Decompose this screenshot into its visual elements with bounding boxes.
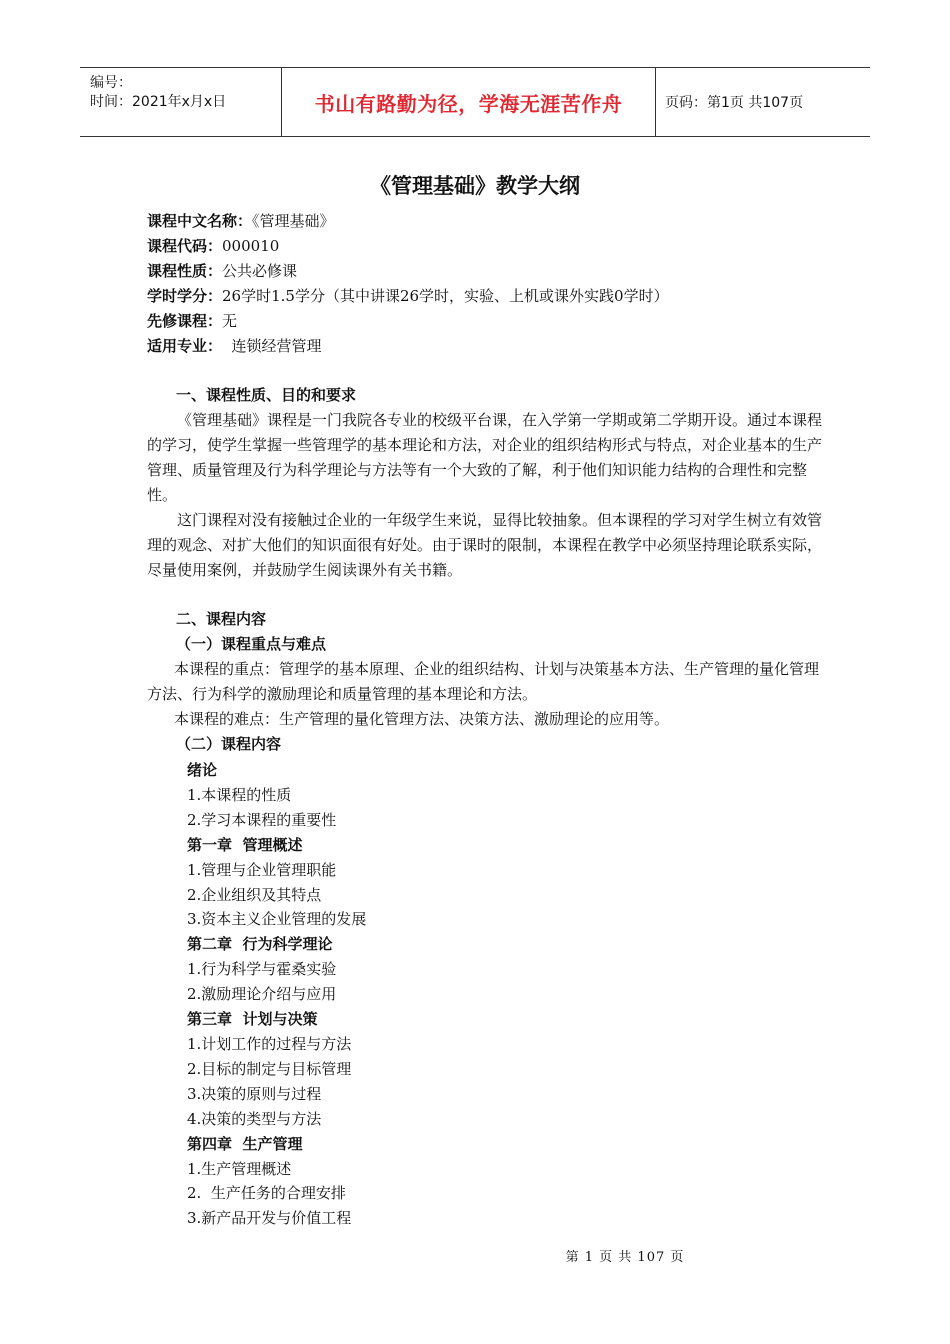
chapter-heading: 绪论 bbox=[187, 761, 218, 779]
meta-value: 26学时1.5学分（其中讲课26学时，实验、上机或课外实践0学时） bbox=[222, 287, 669, 305]
meta-value: 连锁经营管理 bbox=[222, 337, 322, 355]
meta-label: 课程代码： bbox=[147, 237, 223, 255]
course-outline bbox=[187, 758, 366, 1231]
subsection-heading: （二）课程内容 bbox=[176, 735, 282, 753]
meta-row bbox=[147, 334, 669, 359]
meta-label: 学时学分： bbox=[147, 287, 223, 305]
paragraph: 《管理基础》课程是一门我院各专业的校级平台课，在入学第一学期或第二学期开设。通过本课程的学习，使学生掌握一些管理学的基本理论和方法，对企业的组织结构形式与特点，对企业基本的生产管理、质量管理及行为科学理论与方法等有一个大致的了解，利于他们知识能力结构的合理性和完整性。 bbox=[147, 411, 823, 504]
meta-row bbox=[147, 209, 669, 234]
meta-row bbox=[147, 259, 669, 284]
page-header bbox=[80, 67, 870, 137]
header-motto-cell bbox=[281, 68, 656, 136]
meta-label: 适用专业： bbox=[147, 337, 223, 355]
meta-value: 000010 bbox=[222, 237, 280, 255]
section-heading: 二、课程内容 bbox=[176, 610, 267, 628]
page-info: 页码：第1页 共107页 bbox=[665, 95, 804, 111]
outline-item: 3.新产品开发与价值工程 bbox=[187, 1209, 352, 1228]
header-page-cell bbox=[665, 68, 870, 136]
outline-item: 3.资本主义企业管理的发展 bbox=[187, 910, 367, 929]
header-left-cell bbox=[80, 68, 280, 136]
section-heading: 一、课程性质、目的和要求 bbox=[176, 386, 357, 404]
meta-row bbox=[147, 284, 669, 309]
course-meta bbox=[147, 209, 669, 359]
section-purpose bbox=[147, 383, 827, 583]
meta-value: 公共必修课 bbox=[222, 262, 298, 280]
chapter-heading: 第二章 行为科学理论 bbox=[187, 935, 333, 954]
meta-label: 先修课程： bbox=[147, 312, 223, 330]
page-footer: 第 1 页 共 107 页 bbox=[565, 1250, 685, 1265]
outline-item: 1.计划工作的过程与方法 bbox=[187, 1034, 352, 1053]
subsection-heading: （一）课程重点与难点 bbox=[176, 635, 327, 653]
motto-text: 书山有路勤为径，学海无涯苦作舟 bbox=[314, 91, 623, 116]
outline-item: 1.本课程的性质 bbox=[187, 785, 292, 804]
chapter-heading: 第一章 管理概述 bbox=[187, 835, 303, 854]
date-label: 时间：2021年x月x日 bbox=[90, 94, 227, 110]
outline-item: 2.激励理论介绍与应用 bbox=[187, 985, 337, 1004]
document-title: 《管理基础》教学大纲 bbox=[370, 174, 580, 198]
meta-label: 课程中文名称： bbox=[147, 212, 253, 230]
outline-item: 1.生产管理概述 bbox=[187, 1159, 292, 1178]
meta-row bbox=[147, 309, 669, 334]
paragraph: 这门课程对没有接触过企业的一年级学生来说，显得比较抽象。但本课程的学习对学生树立有效管理的观念、对扩大他们的知识面很有好处。由于课时的限制，本课程在教学中必须坚持理论联系实际，尽量使用案例，并鼓励学生阅读课外有关书籍。 bbox=[147, 511, 823, 579]
section-content bbox=[147, 607, 827, 757]
outline-item: 2. 生产任务的合理安排 bbox=[187, 1184, 346, 1203]
outline-item: 4.决策的类型与方法 bbox=[187, 1109, 322, 1128]
outline-item: 1.行为科学与霍桑实验 bbox=[187, 960, 337, 979]
outline-item: 2.企业组织及其特点 bbox=[187, 885, 322, 904]
outline-item: 2.学习本课程的重要性 bbox=[187, 810, 337, 829]
chapter-heading: 第四章 生产管理 bbox=[187, 1134, 303, 1153]
paragraph: 本课程的难点：生产管理的量化管理方法、决策方法、激励理论的应用等。 bbox=[174, 710, 670, 728]
paragraph: 本课程的重点：管理学的基本原理、企业的组织结构、计划与决策基本方法、生产管理的量化管理方法、行为科学的激励理论和质量管理的基本理论和方法。 bbox=[147, 660, 820, 703]
meta-label: 课程性质： bbox=[147, 262, 223, 280]
outline-item: 2.目标的制定与目标管理 bbox=[187, 1059, 352, 1078]
meta-value: 无 bbox=[222, 312, 238, 330]
meta-value: 《管理基础》 bbox=[252, 212, 335, 230]
outline-item: 3.决策的原则与过程 bbox=[187, 1084, 322, 1103]
serial-number-label: 编号： bbox=[90, 75, 132, 91]
outline-item: 1.管理与企业管理职能 bbox=[187, 860, 337, 879]
chapter-heading: 第三章 计划与决策 bbox=[187, 1010, 318, 1029]
meta-row bbox=[147, 234, 669, 259]
